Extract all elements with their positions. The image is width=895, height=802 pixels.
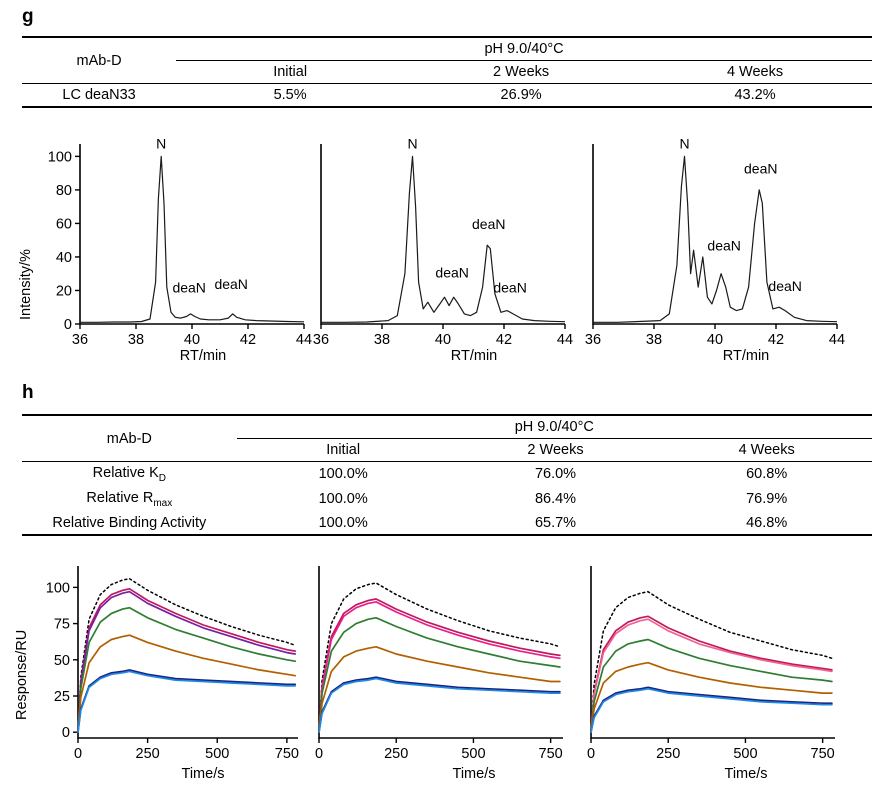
panel-g-xlabel-3: RT/min (722, 348, 770, 364)
svg-text:40: 40 (183, 332, 201, 348)
svg-text:25: 25 (53, 689, 70, 705)
svg-text:38: 38 (373, 332, 391, 348)
svg-text:deaN: deaN (172, 279, 206, 296)
panel-g-table (22, 36, 872, 108)
row-label-relative-kd (22, 462, 237, 487)
row-label-relative-rmax (22, 487, 237, 512)
cell-rmax-4weeks: 76.9% (746, 491, 788, 508)
table-row (22, 462, 872, 487)
col-initial-h: Initial (237, 439, 450, 462)
series-conc-5 (319, 679, 560, 733)
svg-text:36: 36 (71, 332, 89, 348)
svg-text:250: 250 (384, 746, 409, 762)
sample-label-h: mAb-D (22, 415, 237, 462)
svg-text:75: 75 (53, 616, 70, 633)
svg-text:20: 20 (55, 283, 72, 300)
svg-text:40: 40 (706, 332, 724, 348)
panel-g-xlabel-2: RT/min (450, 348, 498, 364)
series-conc-4 (78, 670, 295, 732)
cell-kd-initial: 100.0% (318, 466, 368, 483)
cell-binding-4weeks: 46.8% (661, 512, 872, 535)
col-initial-g: Initial (176, 61, 404, 84)
panel-h-xlabel-1: Time/s (181, 766, 225, 782)
table-row (22, 487, 872, 512)
cell-binding-initial: 100.0% (237, 512, 450, 535)
svg-text:80: 80 (55, 182, 72, 199)
chart-wrap-g-2weeks (311, 130, 573, 350)
svg-text:42: 42 (495, 332, 513, 348)
svg-text:38: 38 (127, 332, 145, 348)
cell-kd-4weeks: 60.8% (746, 466, 788, 483)
svg-text:44: 44 (295, 332, 312, 348)
row-label-relative-rmax-text: Relative R (86, 489, 154, 506)
panel-h-xlabel-3: Time/s (724, 766, 768, 782)
series-conc-4 (319, 677, 560, 732)
condition-header-g: pH 9.0/40°C (176, 37, 872, 61)
col-2weeks-g: 2 Weeks (404, 61, 638, 84)
series-conc-5 (78, 671, 295, 732)
series-conc-1b (591, 619, 832, 732)
svg-text:deaN: deaN (472, 215, 506, 232)
svg-text:0: 0 (73, 746, 83, 762)
col-4weeks-g: 4 Weeks (638, 61, 872, 84)
series-conc-4 (591, 687, 832, 732)
svg-text:750: 750 (538, 746, 563, 762)
svg-text:250: 250 (135, 746, 160, 762)
svg-text:36: 36 (312, 332, 330, 348)
chart-wrap-h-4weeks (577, 556, 845, 766)
svg-text:N: N (156, 135, 167, 152)
svg-text:500: 500 (461, 746, 486, 762)
svg-text:750: 750 (274, 746, 299, 762)
chart-h-initial (30, 556, 308, 766)
svg-text:36: 36 (584, 332, 602, 348)
cell-rmax-initial: 100.0% (318, 491, 368, 508)
row-label-relative-binding-activity: Relative Binding Activity (22, 512, 237, 535)
svg-text:deaN: deaN (768, 277, 802, 294)
svg-text:250: 250 (656, 746, 681, 762)
condition-header-h: pH 9.0/40°C (237, 415, 872, 439)
svg-text:100: 100 (47, 149, 72, 166)
series-conc-2 (319, 618, 560, 732)
chart-wrap-g-4weeks (583, 130, 845, 350)
row-label-relative-rmax-sub: max (153, 497, 173, 509)
series-conc-1b (319, 602, 560, 732)
svg-text:deaN: deaN (744, 160, 778, 177)
table-row (22, 415, 872, 439)
svg-text:44: 44 (556, 332, 573, 348)
chart-wrap-h-2weeks (305, 556, 573, 766)
cell-rmax-2weeks: 86.4% (534, 491, 577, 508)
svg-text:N: N (407, 135, 418, 152)
row-label-relative-kd-text: Relative K (92, 465, 159, 481)
chart-g-initial (40, 130, 312, 350)
chart-g-2weeks (311, 130, 573, 350)
svg-text:50: 50 (53, 652, 70, 669)
svg-text:38: 38 (645, 332, 663, 348)
table-row (22, 512, 872, 535)
row-label-lc-dean33: LC deaN33 (22, 84, 176, 108)
panel-letter-g: g (22, 6, 34, 27)
svg-text:40: 40 (55, 249, 72, 266)
chart-h-4weeks (577, 556, 845, 766)
series-conc-1 (591, 616, 832, 732)
series-conc-3 (319, 647, 560, 732)
col-2weeks-h: 2 Weeks (450, 439, 662, 462)
svg-text:500: 500 (733, 746, 758, 762)
panel-letter-h: h (22, 382, 34, 403)
row-label-relative-kd-sub: D (158, 472, 166, 484)
series-conc-1 (319, 599, 560, 732)
col-4weeks-h: 4 Weeks (661, 439, 872, 462)
panel-h-xlabel-2: Time/s (452, 766, 496, 782)
panel-g-ylabel: Intensity/% (18, 249, 34, 320)
panel-g-xlabel-1: RT/min (179, 348, 227, 364)
svg-text:0: 0 (586, 746, 596, 762)
chart-h-2weeks (305, 556, 573, 766)
svg-text:deaN: deaN (493, 279, 527, 296)
svg-text:deaN: deaN (707, 237, 741, 254)
svg-text:0: 0 (314, 746, 324, 762)
cell-lc-dean33-2weeks: 26.9% (404, 84, 638, 108)
chart-wrap-g-initial (40, 130, 312, 350)
svg-text:500: 500 (205, 746, 230, 762)
svg-text:750: 750 (810, 746, 835, 762)
sample-label-g: mAb-D (22, 37, 176, 84)
cell-lc-dean33-4weeks: 43.2% (638, 84, 872, 108)
cell-kd-2weeks: 76.0% (534, 466, 577, 483)
svg-text:N: N (679, 135, 690, 152)
svg-text:deaN: deaN (435, 264, 469, 281)
series-conc-2 (591, 640, 832, 733)
svg-text:42: 42 (767, 332, 785, 348)
table-row (22, 37, 872, 61)
chart-wrap-h-initial (30, 556, 308, 766)
series-conc-1 (78, 589, 295, 732)
panel-h-table (22, 414, 872, 536)
series-conc-1b (78, 592, 295, 733)
svg-text:42: 42 (239, 332, 257, 348)
cell-binding-2weeks: 65.7% (450, 512, 662, 535)
panel-h-ylabel: Response/RU (14, 629, 30, 720)
table-row (22, 84, 872, 108)
cell-lc-dean33-initial: 5.5% (176, 84, 404, 108)
chart-g-4weeks (583, 130, 845, 350)
svg-text:44: 44 (828, 332, 845, 348)
svg-text:0: 0 (63, 317, 72, 333)
svg-text:60: 60 (55, 216, 72, 233)
svg-text:40: 40 (434, 332, 452, 348)
svg-text:0: 0 (61, 725, 70, 742)
svg-text:deaN: deaN (214, 276, 248, 293)
svg-text:100: 100 (45, 580, 70, 597)
